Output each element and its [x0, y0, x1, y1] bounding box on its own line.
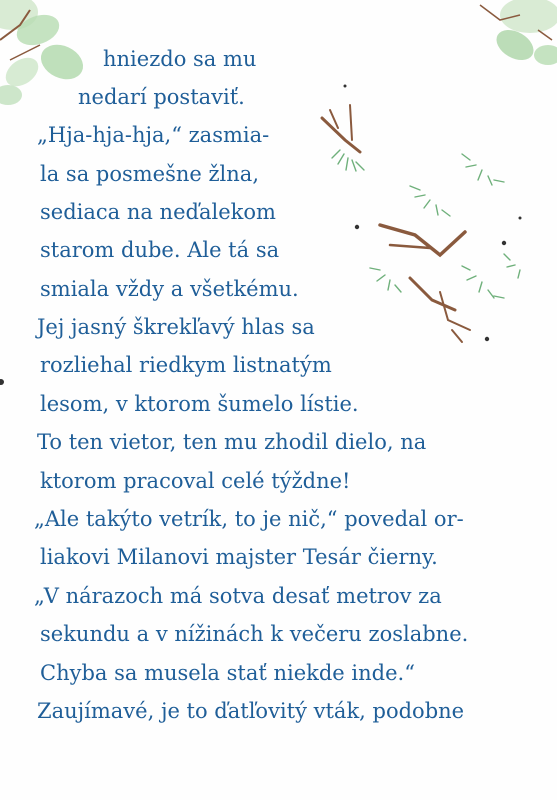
text-line: Jej jasný škrekľavý hlas sa — [37, 315, 315, 339]
text-line: lesom, v ktorom šumelo lístie. — [40, 392, 359, 416]
text-line: liakovi Milanovi majster Tesár čierny. — [40, 545, 438, 569]
text-line: sekundu a v nížinách k večeru zoslabne. — [40, 622, 469, 646]
text-line: nedarí postaviť. — [78, 85, 245, 109]
text-line: sediaca na neďalekom — [40, 200, 276, 224]
text-line: rozliehal riedkym listnatým — [40, 353, 332, 377]
text-line: „Hja-hja-hja,“ zasmia- — [37, 123, 270, 147]
text-line: starom dube. Ale tá sa — [40, 238, 280, 262]
text-line: To ten vietor, ten mu zhodil dielo, na — [37, 430, 427, 454]
text-line: ktorom pracoval celé týždne! — [40, 469, 351, 493]
text-line: smiala vždy a všetkému. — [40, 277, 299, 301]
text-line: „V nárazoch má sotva desať metrov za — [34, 584, 442, 608]
text-line: hniezdo sa mu — [103, 47, 257, 71]
text-line: la sa posmešne žlna, — [40, 162, 259, 186]
text-line: Chyba sa musela stať niekde inde.“ — [40, 661, 415, 685]
text-line: „Ale takýto vetrík, to je nič,“ povedal or- — [34, 507, 464, 531]
text-line: Zaujímavé, je to ďatľovitý vták, podobne — [37, 699, 465, 723]
